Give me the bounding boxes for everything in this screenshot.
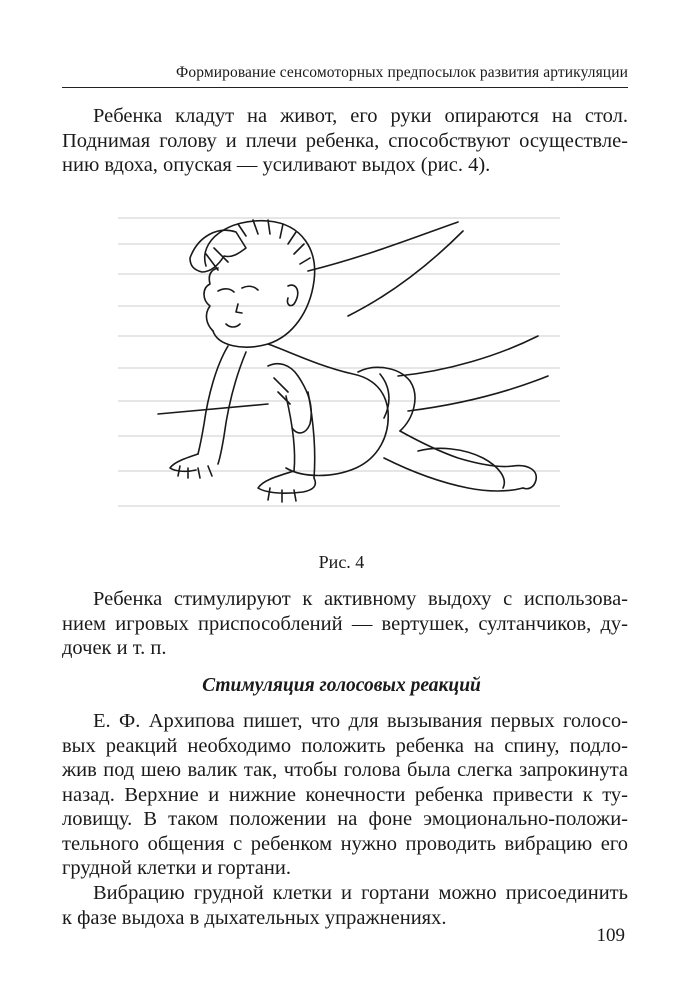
header-rule xyxy=(62,87,628,88)
paragraph-3-line-3: жив под шею валик так, чтобы голова была слегка запрокинута xyxy=(62,759,628,781)
figure-illustration xyxy=(118,196,560,536)
section-heading: Стимуляция голосовых реакций xyxy=(202,675,481,696)
figure-caption: Рис. 4 xyxy=(318,552,365,572)
running-header: Формирование сенсомоторных предпосылок развития артикуляции xyxy=(176,64,628,81)
paragraph-2-line-2: нием игровых приспособлений — вертушек, султанчиков, ду- xyxy=(62,612,628,635)
paragraph-4 xyxy=(62,881,628,930)
paragraph-1-line-2: Поднимая голову и плечи ребенка, способствуют осуществле- xyxy=(62,129,628,152)
paragraph-2 xyxy=(62,587,628,661)
paragraph-2-line-1: Ребенка стимулируют к активному выдоху с использова- xyxy=(93,588,628,610)
paragraph-1-line-1: Ребенка кладут на живот, его руки опираются на стол. xyxy=(93,105,628,127)
paragraph-3-line-4: назад. Верхние и нижние конечности ребенка привести к ту- xyxy=(62,783,628,806)
paragraph-3-line-1: Е. Ф. Архипова пишет, что для вызывания первых голосо- xyxy=(93,710,628,732)
page-number: 109 xyxy=(596,925,625,946)
paragraph-2-line-3: дочек и т. п. xyxy=(62,637,167,659)
paragraph-4-line-1: Вибрацию грудной клетки и гортани можно присоединить xyxy=(93,882,628,904)
paragraph-3 xyxy=(62,709,628,881)
paragraph-1-line-3: нию вдоха, опуская — усиливают выдох (рис. 4). xyxy=(62,154,491,176)
infant-illustration-icon xyxy=(118,196,560,536)
paragraph-4-line-2: к фазе выдоха в дыхательных упражнениях. xyxy=(62,906,447,929)
paragraph-3-line-7: грудной клетки и гортани. xyxy=(62,857,291,879)
paragraph-1 xyxy=(62,104,628,178)
paragraph-3-line-6: тельного общения с ребенком нужно проводить вибрацию его xyxy=(62,832,628,855)
paragraph-3-line-2: вых реакций необходимо положить ребенка на спину, подло- xyxy=(62,734,628,757)
paragraph-3-line-5: ловищу. В таком положении на фоне эмоционально-положи- xyxy=(62,808,628,830)
